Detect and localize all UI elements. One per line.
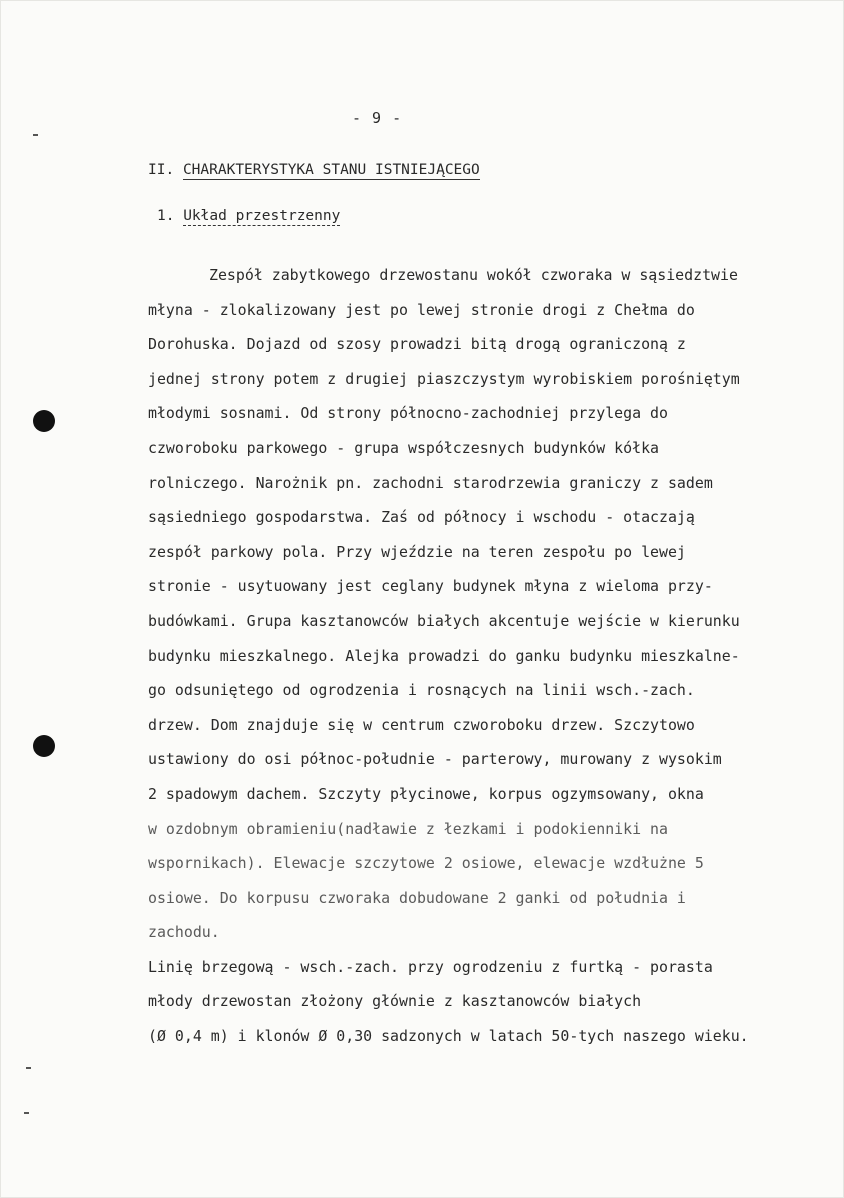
- body-line: zachodu.: [148, 923, 220, 942]
- body-line: Linię brzegową - wsch.-zach. przy ogrodzeniu z furtką - porasta: [148, 957, 713, 976]
- subsection-number: 1.: [157, 208, 175, 224]
- body-line: (Ø 0,4 m) i klonów Ø 0,30 sadzonych w latach 50-tych naszego wieku.: [148, 1027, 749, 1046]
- margin-mark: [26, 1067, 31, 1069]
- body-line: Dorohuska. Dojazd od szosy prowadzi bitą drogą ograniczoną z: [148, 335, 686, 354]
- page-number: - 9 -: [352, 109, 403, 127]
- subsection-title: [157, 208, 340, 224]
- body-text: [148, 258, 828, 1054]
- body-line: ustawiony do osi północ-południe - parterowy, murowany z wysokim: [148, 750, 722, 769]
- section-number: II.: [148, 162, 175, 178]
- body-line: drzew. Dom znajduje się w centrum czworoboku drzew. Szczytowo: [148, 715, 695, 734]
- body-line: w ozdobnym obramieniu(nadławie z łezkami i podokienniki na: [148, 819, 668, 838]
- body-line: go odsuniętego od ogrodzenia i rosnących na linii wsch.-zach.: [148, 681, 695, 700]
- body-line: sąsiedniego gospodarstwa. Zaś od północy i wschodu - otaczają: [148, 508, 695, 527]
- body-line: młody drzewostan złożony głównie z kasztanowców białych: [148, 992, 642, 1011]
- section-title: [148, 162, 480, 178]
- body-line: rolniczego. Narożnik pn. zachodni starodrzewia graniczy z sadem: [148, 473, 713, 492]
- body-line: wspornikach). Elewacje szczytowe 2 osiowe, elewacje wzdłużne 5: [148, 854, 704, 873]
- margin-mark: [24, 1112, 29, 1114]
- body-line: 2 spadowym dachem. Szczyty płycinowe, korpus ogzymsowany, okna: [148, 784, 704, 803]
- margin-mark: [33, 134, 38, 136]
- body-line: zespół parkowy pola. Przy wjeździe na teren zespołu po lewej: [148, 542, 686, 561]
- body-line: młyna - zlokalizowany jest po lewej stronie drogi z Chełma do: [148, 300, 695, 319]
- section-title-text: CHARAKTERYSTYKA STANU ISTNIEJĄCEGO: [182, 162, 480, 178]
- subsection-title-text: Układ przestrzenny: [183, 208, 341, 224]
- body-line: jednej strony potem z drugiej piaszczystym wyrobiskiem porośniętym: [148, 369, 740, 388]
- body-line: Zespół zabytkowego drzewostanu wokół czworaka w sąsiedztwie: [209, 266, 738, 284]
- body-line: czworoboku parkowego - grupa współczesnych budynków kółka: [148, 438, 660, 457]
- body-line: budynku mieszkalnego. Alejka prowadzi do ganku budynku mieszkalne-: [148, 646, 740, 665]
- body-line: budówkami. Grupa kasztanowców białych akcentuje wejście w kierunku: [148, 611, 740, 630]
- body-line: osiowe. Do korpusu czworaka dobudowane 2 ganki od południa i: [148, 888, 686, 907]
- punch-hole: [33, 410, 55, 432]
- body-line: stronie - usytuowany jest ceglany budynek młyna z wieloma przy-: [148, 577, 713, 596]
- punch-hole: [33, 735, 55, 757]
- body-line: młodymi sosnami. Od strony północno-zachodniej przylega do: [148, 404, 668, 423]
